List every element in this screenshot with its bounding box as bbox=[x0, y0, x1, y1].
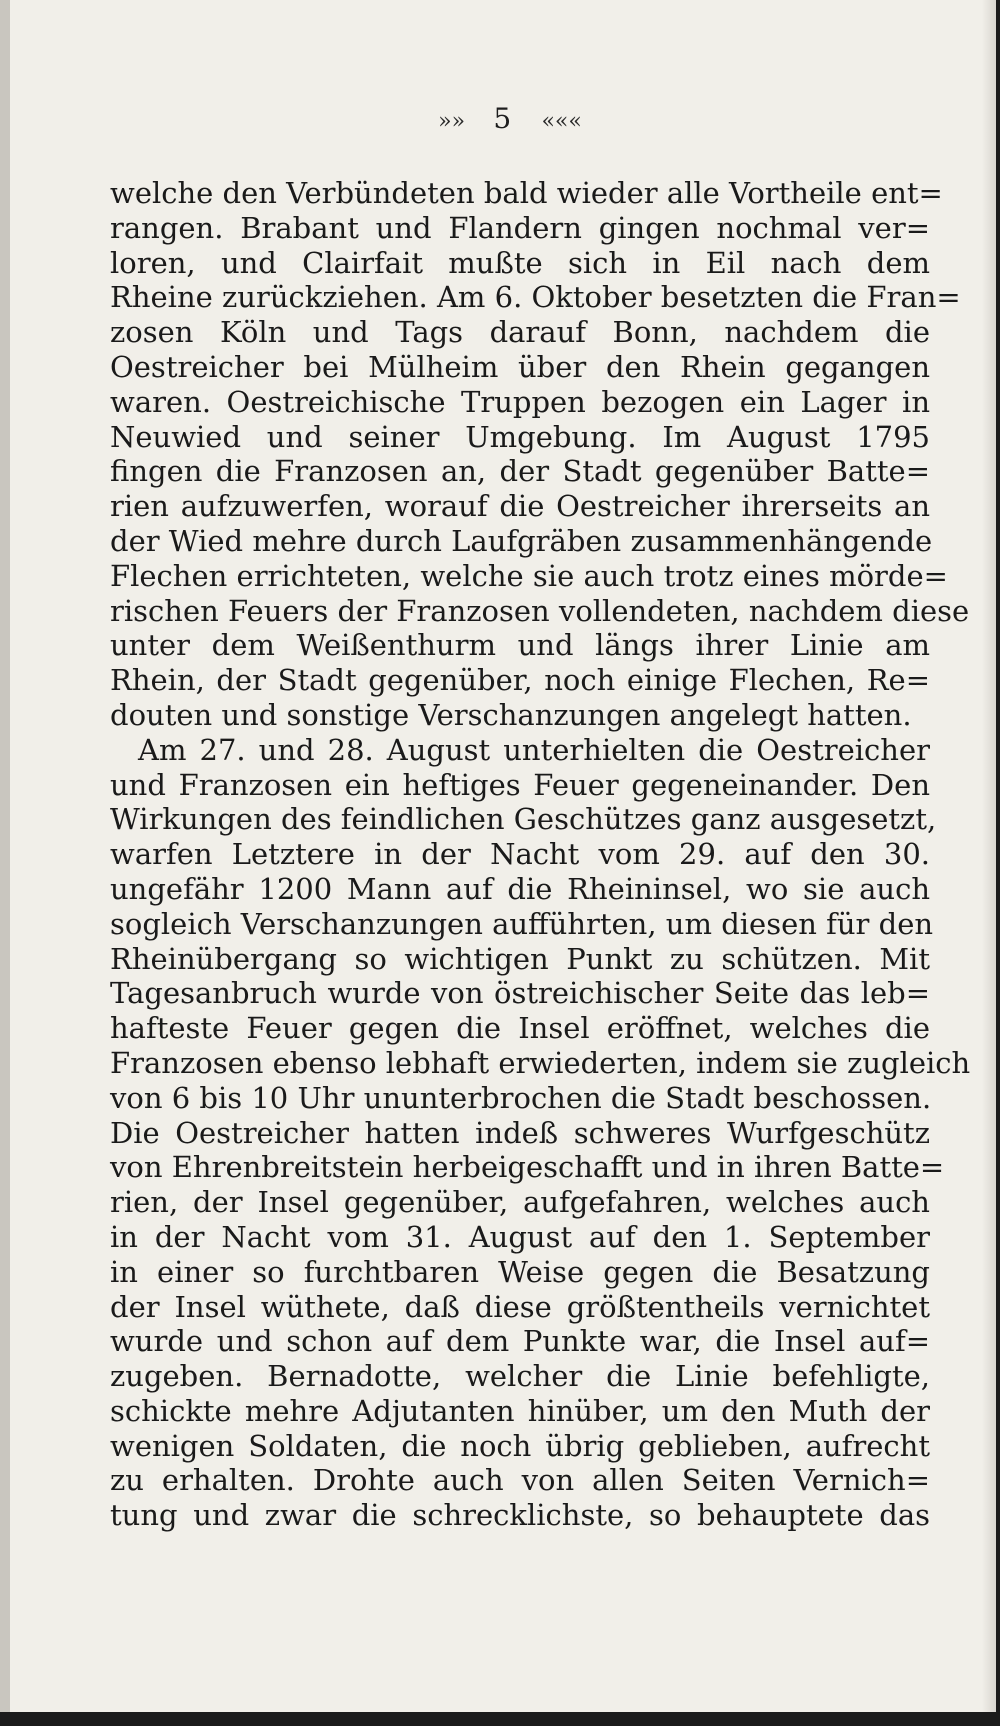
text-line: von Ehrenbreitstein herbeigeschafft und in ihren Batte= bbox=[110, 1150, 945, 1185]
page-number: 5 bbox=[493, 102, 514, 135]
text-line: schickte mehre Adjutanten hinüber, um den Muth der bbox=[110, 1393, 930, 1428]
text-line: Rheine zurückziehen. Am 6. Oktober besetzten die Fran= bbox=[110, 280, 961, 315]
text-line: der Insel wüthete, daß diese größtentheils vernichtet bbox=[110, 1289, 930, 1324]
text-line: warfen Letztere in der Nacht vom 29. auf den 30. bbox=[110, 837, 930, 872]
text-line: rien, der Insel gegenüber, aufgefahren, welches auch bbox=[110, 1185, 930, 1220]
text-line: Die Oestreicher hatten indeß schweres Wurfgeschütz bbox=[110, 1115, 930, 1150]
text-line: in der Nacht vom 31. August auf den 1. September bbox=[110, 1219, 930, 1254]
text-line: welche den Verbündeten bald wieder alle Vortheile ent= bbox=[110, 176, 943, 210]
text-line: fingen die Franzosen an, der Stadt gegenüber Batte= bbox=[110, 454, 930, 489]
left-ornament: »» bbox=[438, 109, 466, 134]
text-line: Wirkungen des feindlichen Geschützes ganz ausgesetzt, bbox=[110, 802, 937, 837]
text-line: hafteste Feuer gegen die Insel eröffnet, welches die bbox=[110, 1011, 930, 1046]
text-line: Oestreicher bei Mülheim über den Rhein gegangen bbox=[110, 349, 930, 384]
text-line: wenigen Soldaten, die noch übrig geblieben, aufrecht bbox=[110, 1428, 930, 1463]
text-line: sogleich Verschanzungen aufführten, um diesen für den bbox=[110, 906, 934, 941]
page-header bbox=[10, 102, 1000, 135]
text-line: Flechen errichteten, welche sie auch trotz eines mörde= bbox=[110, 558, 948, 593]
text-line: von 6 bis 10 Uhr ununterbrochen die Stadt beschossen. bbox=[110, 1080, 932, 1115]
text-line: douten und sonstige Verschanzungen angelegt hatten. bbox=[110, 697, 912, 732]
text-line: zu erhalten. Drohte auch von allen Seiten Vernich= bbox=[110, 1463, 930, 1498]
text-line: zugeben. Bernadotte, welcher die Linie befehligte, bbox=[110, 1359, 930, 1394]
right-ornament: ««« bbox=[541, 109, 582, 134]
text-line: loren, und Clairfait mußte sich in Eil nach dem bbox=[110, 245, 930, 280]
page-edge-shadow bbox=[982, 0, 996, 1712]
text-line: Franzosen ebenso lebhaft erwiederten, indem sie zugleich bbox=[110, 1045, 971, 1080]
text-line: Rheinübergang so wichtigen Punkt zu schützen. Mit bbox=[110, 941, 930, 976]
text-line: der Wied mehre durch Laufgräben zusammenhängende bbox=[110, 523, 933, 558]
text-line: tung und zwar die schrecklichste, so behauptete das bbox=[110, 1498, 930, 1533]
text-line: wurde und schon auf dem Punkte war, die Insel auf= bbox=[110, 1324, 930, 1359]
text-line: in einer so furchtbaren Weise gegen die Besatzung bbox=[110, 1254, 930, 1289]
text-line: rangen. Brabant und Flandern gingen nochmal ver= bbox=[110, 210, 930, 245]
text-line: unter dem Weißenthurm und längs ihrer Linie am bbox=[110, 628, 930, 663]
text-line: und Franzosen ein heftiges Feuer gegeneinander. Den bbox=[110, 767, 930, 802]
text-line: rischen Feuers der Franzosen vollendeten, nachdem diese bbox=[110, 593, 970, 628]
text-line: Am 27. und 28. August unterhielten die Oestreicher bbox=[138, 732, 930, 767]
text-line: ungefähr 1200 Mann auf die Rheininsel, wo sie auch bbox=[110, 871, 930, 906]
text-line: Tagesanbruch wurde von östreichischer Seite das leb= bbox=[110, 976, 930, 1011]
text-line: Rhein, der Stadt gegenüber, noch einige Flechen, Re= bbox=[110, 663, 930, 698]
body-text bbox=[110, 176, 971, 1533]
text-line: Neuwied und seiner Umgebung. Im August 1795 bbox=[110, 419, 930, 454]
text-line: zosen Köln und Tags darauf Bonn, nachdem die bbox=[110, 315, 930, 350]
text-line: waren. Oestreichische Truppen bezogen ein Lager in bbox=[110, 384, 930, 419]
text-line: rien aufzuwerfen, worauf die Oestreicher ihrerseits an bbox=[110, 489, 930, 524]
